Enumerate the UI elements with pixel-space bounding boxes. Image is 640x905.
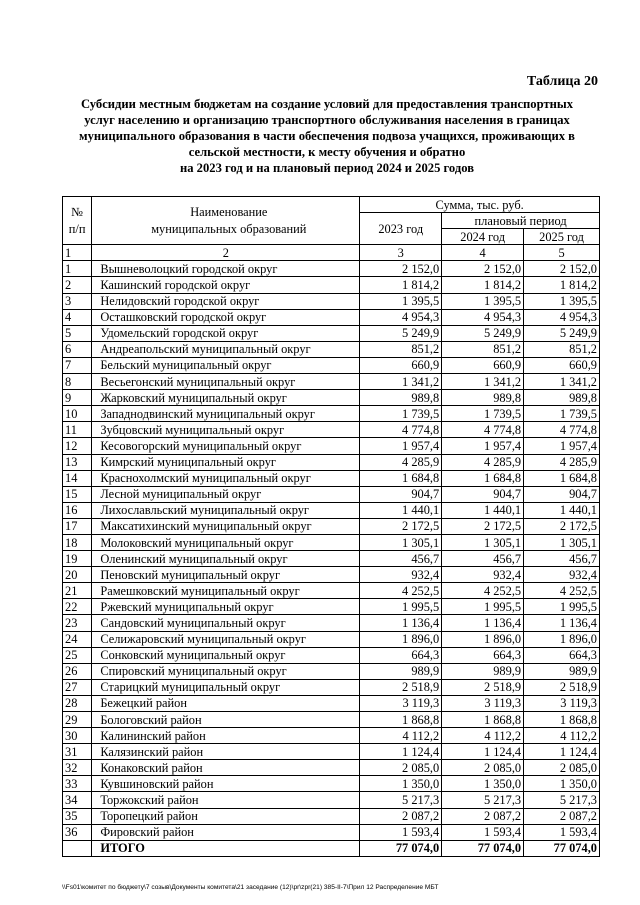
title-line: Субсидии местным бюджетам на создание условий для предоставления транспортных [80,97,574,111]
row-name: Сандовский муниципальный округ [92,615,360,631]
row-name: Конаковский район [92,760,360,776]
row-2025: 1 341,2 [524,374,600,390]
row-2023: 1 739,5 [360,406,442,422]
row-number: 13 [63,454,92,470]
row-name: Торжокский район [92,792,360,808]
row-2023: 851,2 [360,341,442,357]
row-number: 8 [63,374,92,390]
row-2025: 1 868,8 [524,712,600,728]
row-number: 26 [63,663,92,679]
table-row [63,599,600,615]
title-line: услуг населению и организацию транспортного обслуживания населения в границах [84,113,570,127]
row-name: Рамешковский муниципальный округ [92,583,360,599]
row-number: 3 [63,293,92,309]
row-2025: 932,4 [524,567,600,583]
table-number: Таблица 20 [526,74,598,89]
total-2025: 77 074,0 [524,840,600,856]
table-row [63,695,600,711]
row-2024: 1 136,4 [442,615,524,631]
col-index-1: 1 [63,245,92,261]
row-2024: 2 087,2 [442,808,524,824]
row-2025: 1 305,1 [524,534,600,550]
row-2023: 1 684,8 [360,470,442,486]
row-2024: 1 684,8 [442,470,524,486]
row-name: Максатихинский муниципальный округ [92,518,360,534]
row-2024: 4 112,2 [442,728,524,744]
table-row [63,293,600,309]
row-2023: 1 305,1 [360,534,442,550]
row-number: 4 [63,309,92,325]
table-row [63,422,600,438]
row-2024: 1 868,8 [442,712,524,728]
row-2025: 904,7 [524,486,600,502]
row-name: Калининский район [92,728,360,744]
row-2023: 1 593,4 [360,824,442,840]
row-2024: 4 954,3 [442,309,524,325]
row-2024: 932,4 [442,567,524,583]
row-2024: 1 124,4 [442,744,524,760]
header-plan: плановый период [442,213,600,229]
row-2023: 4 112,2 [360,728,442,744]
table-row [63,615,600,631]
table-row [63,261,600,277]
row-2023: 664,3 [360,647,442,663]
row-2024: 4 285,9 [442,454,524,470]
row-name: Удомельский городской округ [92,325,360,341]
row-name: Западнодвинский муниципальный округ [92,406,360,422]
row-number: 14 [63,470,92,486]
row-2024: 989,8 [442,390,524,406]
row-2024: 2 518,9 [442,679,524,695]
row-2025: 4 954,3 [524,309,600,325]
row-number: 32 [63,760,92,776]
row-2025: 5 217,3 [524,792,600,808]
row-2023: 5 217,3 [360,792,442,808]
table-row [63,406,600,422]
table-row [63,567,600,583]
row-2024: 1 593,4 [442,824,524,840]
row-name: Бельский муниципальный округ [92,357,360,373]
row-number: 19 [63,551,92,567]
row-name: Оленинский муниципальный округ [92,551,360,567]
row-number: 5 [63,325,92,341]
row-name: Ржевский муниципальный округ [92,599,360,615]
row-2023: 1 440,1 [360,502,442,518]
row-number: 25 [63,647,92,663]
row-number: 1 [63,261,92,277]
table-row [63,808,600,824]
row-2025: 1 440,1 [524,502,600,518]
row-number: 33 [63,776,92,792]
row-2024: 5 217,3 [442,792,524,808]
row-2025: 989,8 [524,390,600,406]
row-2024: 456,7 [442,551,524,567]
row-2025: 851,2 [524,341,600,357]
row-name: Молоковский муниципальный округ [92,534,360,550]
header-name: Наименование муниципальных образований [92,197,360,245]
row-number: 23 [63,615,92,631]
row-2025: 456,7 [524,551,600,567]
row-2023: 1 896,0 [360,631,442,647]
row-2024: 904,7 [442,486,524,502]
row-number: 11 [63,422,92,438]
row-2023: 1 814,2 [360,277,442,293]
col-index-4: 4 [442,245,524,261]
row-name: Фировский район [92,824,360,840]
row-2024: 3 119,3 [442,695,524,711]
row-number: 30 [63,728,92,744]
row-2024: 1 305,1 [442,534,524,550]
row-2023: 4 252,5 [360,583,442,599]
row-name: Спировский муниципальный округ [92,663,360,679]
row-2025: 989,9 [524,663,600,679]
row-2025: 4 285,9 [524,454,600,470]
row-2025: 5 249,9 [524,325,600,341]
title-line: сельской местности, к месту обучения и обратно [188,145,466,159]
row-number: 22 [63,599,92,615]
table-row [63,390,600,406]
row-2025: 1 957,4 [524,438,600,454]
table-row [63,438,600,454]
row-2024: 4 252,5 [442,583,524,599]
total-label: ИТОГО [92,840,360,856]
row-number: 15 [63,486,92,502]
row-2023: 1 868,8 [360,712,442,728]
row-number: 9 [63,390,92,406]
row-2023: 4 774,8 [360,422,442,438]
table-body [63,261,600,840]
row-2024: 1 350,0 [442,776,524,792]
row-2023: 1 957,4 [360,438,442,454]
row-2025: 1 896,0 [524,631,600,647]
header-num: № п/п [63,197,92,245]
row-2023: 2 152,0 [360,261,442,277]
row-name: Кашинский городской округ [92,277,360,293]
table-row [63,374,600,390]
row-name: Весьегонский муниципальный округ [92,374,360,390]
total-row [63,840,600,856]
subsidies-table [62,196,600,857]
row-2023: 1 350,0 [360,776,442,792]
title-line: на 2023 год и на плановый период 2024 и 2025 годов [179,161,475,175]
col-index-2: 2 [92,245,360,261]
table-row [63,792,600,808]
row-2024: 989,9 [442,663,524,679]
row-2024: 2 085,0 [442,760,524,776]
table-row [63,551,600,567]
row-number: 36 [63,824,92,840]
row-number: 10 [63,406,92,422]
row-2023: 904,7 [360,486,442,502]
row-2025: 1 814,2 [524,277,600,293]
row-2023: 2 172,5 [360,518,442,534]
row-name: Кесовогорский муниципальный округ [92,438,360,454]
row-2023: 1 395,5 [360,293,442,309]
row-2024: 664,3 [442,647,524,663]
table-row [63,502,600,518]
row-2023: 989,8 [360,390,442,406]
row-2025: 3 119,3 [524,695,600,711]
row-2023: 3 119,3 [360,695,442,711]
row-2025: 2 085,0 [524,760,600,776]
row-name: Торопецкий район [92,808,360,824]
row-2024: 660,9 [442,357,524,373]
row-2024: 1 957,4 [442,438,524,454]
row-name: Кимрский муниципальный округ [92,454,360,470]
table-row [63,470,600,486]
table-row [63,454,600,470]
file-path-footer: \\Fs01\комитет по бюджету\7 созыв\Документы комитета\21 заседание (12)\pr\zpr(21) 385-II-7\Прил 12 Распределение МБТ [62,884,439,891]
total-2023: 77 074,0 [360,840,442,856]
row-name: Зубцовский муниципальный округ [92,422,360,438]
table-row [63,534,600,550]
row-2025: 1 995,5 [524,599,600,615]
row-name: Сонковский муниципальный округ [92,647,360,663]
row-2025: 1 739,5 [524,406,600,422]
row-name: Кувшиновский район [92,776,360,792]
row-2025: 2 518,9 [524,679,600,695]
row-2024: 1 896,0 [442,631,524,647]
table-row [63,309,600,325]
header-2024: 2024 год [442,229,524,245]
header-2025: 2025 год [524,229,600,245]
document-title [62,96,592,176]
total-2024: 77 074,0 [442,840,524,856]
row-2024: 1 995,5 [442,599,524,615]
row-2025: 664,3 [524,647,600,663]
row-2023: 660,9 [360,357,442,373]
row-number: 29 [63,712,92,728]
row-number: 18 [63,534,92,550]
row-name: Старицкий муниципальный округ [92,679,360,695]
row-name: Лесной муниципальный округ [92,486,360,502]
row-2025: 1 350,0 [524,776,600,792]
row-name: Краснохолмский муниципальный округ [92,470,360,486]
table-row [63,824,600,840]
row-2025: 1 395,5 [524,293,600,309]
row-2024: 1 395,5 [442,293,524,309]
row-2023: 2 085,0 [360,760,442,776]
row-2025: 660,9 [524,357,600,373]
row-name: Селижаровский муниципальный округ [92,631,360,647]
table-row [63,341,600,357]
row-name: Осташковский городской округ [92,309,360,325]
row-2023: 4 954,3 [360,309,442,325]
row-2025: 1 684,8 [524,470,600,486]
row-number: 6 [63,341,92,357]
row-number: 27 [63,679,92,695]
row-name: Андреапольский муниципальный округ [92,341,360,357]
row-name: Пеновский муниципальный округ [92,567,360,583]
row-2023: 932,4 [360,567,442,583]
table-row [63,357,600,373]
table-row [63,663,600,679]
row-2024: 2 152,0 [442,261,524,277]
row-number: 7 [63,357,92,373]
table-row [63,744,600,760]
row-number: 35 [63,808,92,824]
row-number: 31 [63,744,92,760]
header-2023: 2023 год [360,213,442,245]
row-2023: 1 341,2 [360,374,442,390]
row-number: 20 [63,567,92,583]
table-row [63,776,600,792]
row-2024: 851,2 [442,341,524,357]
row-2025: 1 136,4 [524,615,600,631]
row-number: 17 [63,518,92,534]
row-2024: 2 172,5 [442,518,524,534]
row-2025: 2 087,2 [524,808,600,824]
row-2023: 1 124,4 [360,744,442,760]
col-index-5: 5 [524,245,600,261]
row-name: Жарковский муниципальный округ [92,390,360,406]
table-row [63,277,600,293]
row-2025: 4 774,8 [524,422,600,438]
header-sum: Сумма, тыс. руб. [360,197,600,213]
row-2024: 4 774,8 [442,422,524,438]
col-index-3: 3 [360,245,442,261]
table-row [63,647,600,663]
table-row [63,712,600,728]
row-2024: 1 739,5 [442,406,524,422]
row-2023: 5 249,9 [360,325,442,341]
row-name: Бежецкий район [92,695,360,711]
row-2025: 2 152,0 [524,261,600,277]
row-2024: 1 341,2 [442,374,524,390]
table-row [63,583,600,599]
title-line: муниципального образования в части обеспечения подвоза учащихся, проживающих в [79,129,575,143]
row-number: 12 [63,438,92,454]
row-number: 16 [63,502,92,518]
row-2023: 1 995,5 [360,599,442,615]
row-2025: 1 124,4 [524,744,600,760]
row-name: Нелидовский городской округ [92,293,360,309]
table-row [63,760,600,776]
row-number: 2 [63,277,92,293]
row-2023: 456,7 [360,551,442,567]
table-row [63,325,600,341]
row-name: Калязинский район [92,744,360,760]
row-number: 21 [63,583,92,599]
row-2023: 4 285,9 [360,454,442,470]
table-row [63,518,600,534]
row-name: Лихославльский муниципальный округ [92,502,360,518]
row-2024: 5 249,9 [442,325,524,341]
row-number: 28 [63,695,92,711]
row-2023: 989,9 [360,663,442,679]
row-2024: 1 814,2 [442,277,524,293]
row-2025: 4 252,5 [524,583,600,599]
table-row [63,728,600,744]
row-name: Вышневолоцкий городской округ [92,261,360,277]
row-number: 34 [63,792,92,808]
row-2023: 1 136,4 [360,615,442,631]
table-row [63,631,600,647]
row-2025: 2 172,5 [524,518,600,534]
row-2023: 2 518,9 [360,679,442,695]
row-name: Бологовский район [92,712,360,728]
row-number: 24 [63,631,92,647]
table-row [63,486,600,502]
row-2024: 1 440,1 [442,502,524,518]
row-2023: 2 087,2 [360,808,442,824]
row-2025: 1 593,4 [524,824,600,840]
table-row [63,679,600,695]
row-2025: 4 112,2 [524,728,600,744]
